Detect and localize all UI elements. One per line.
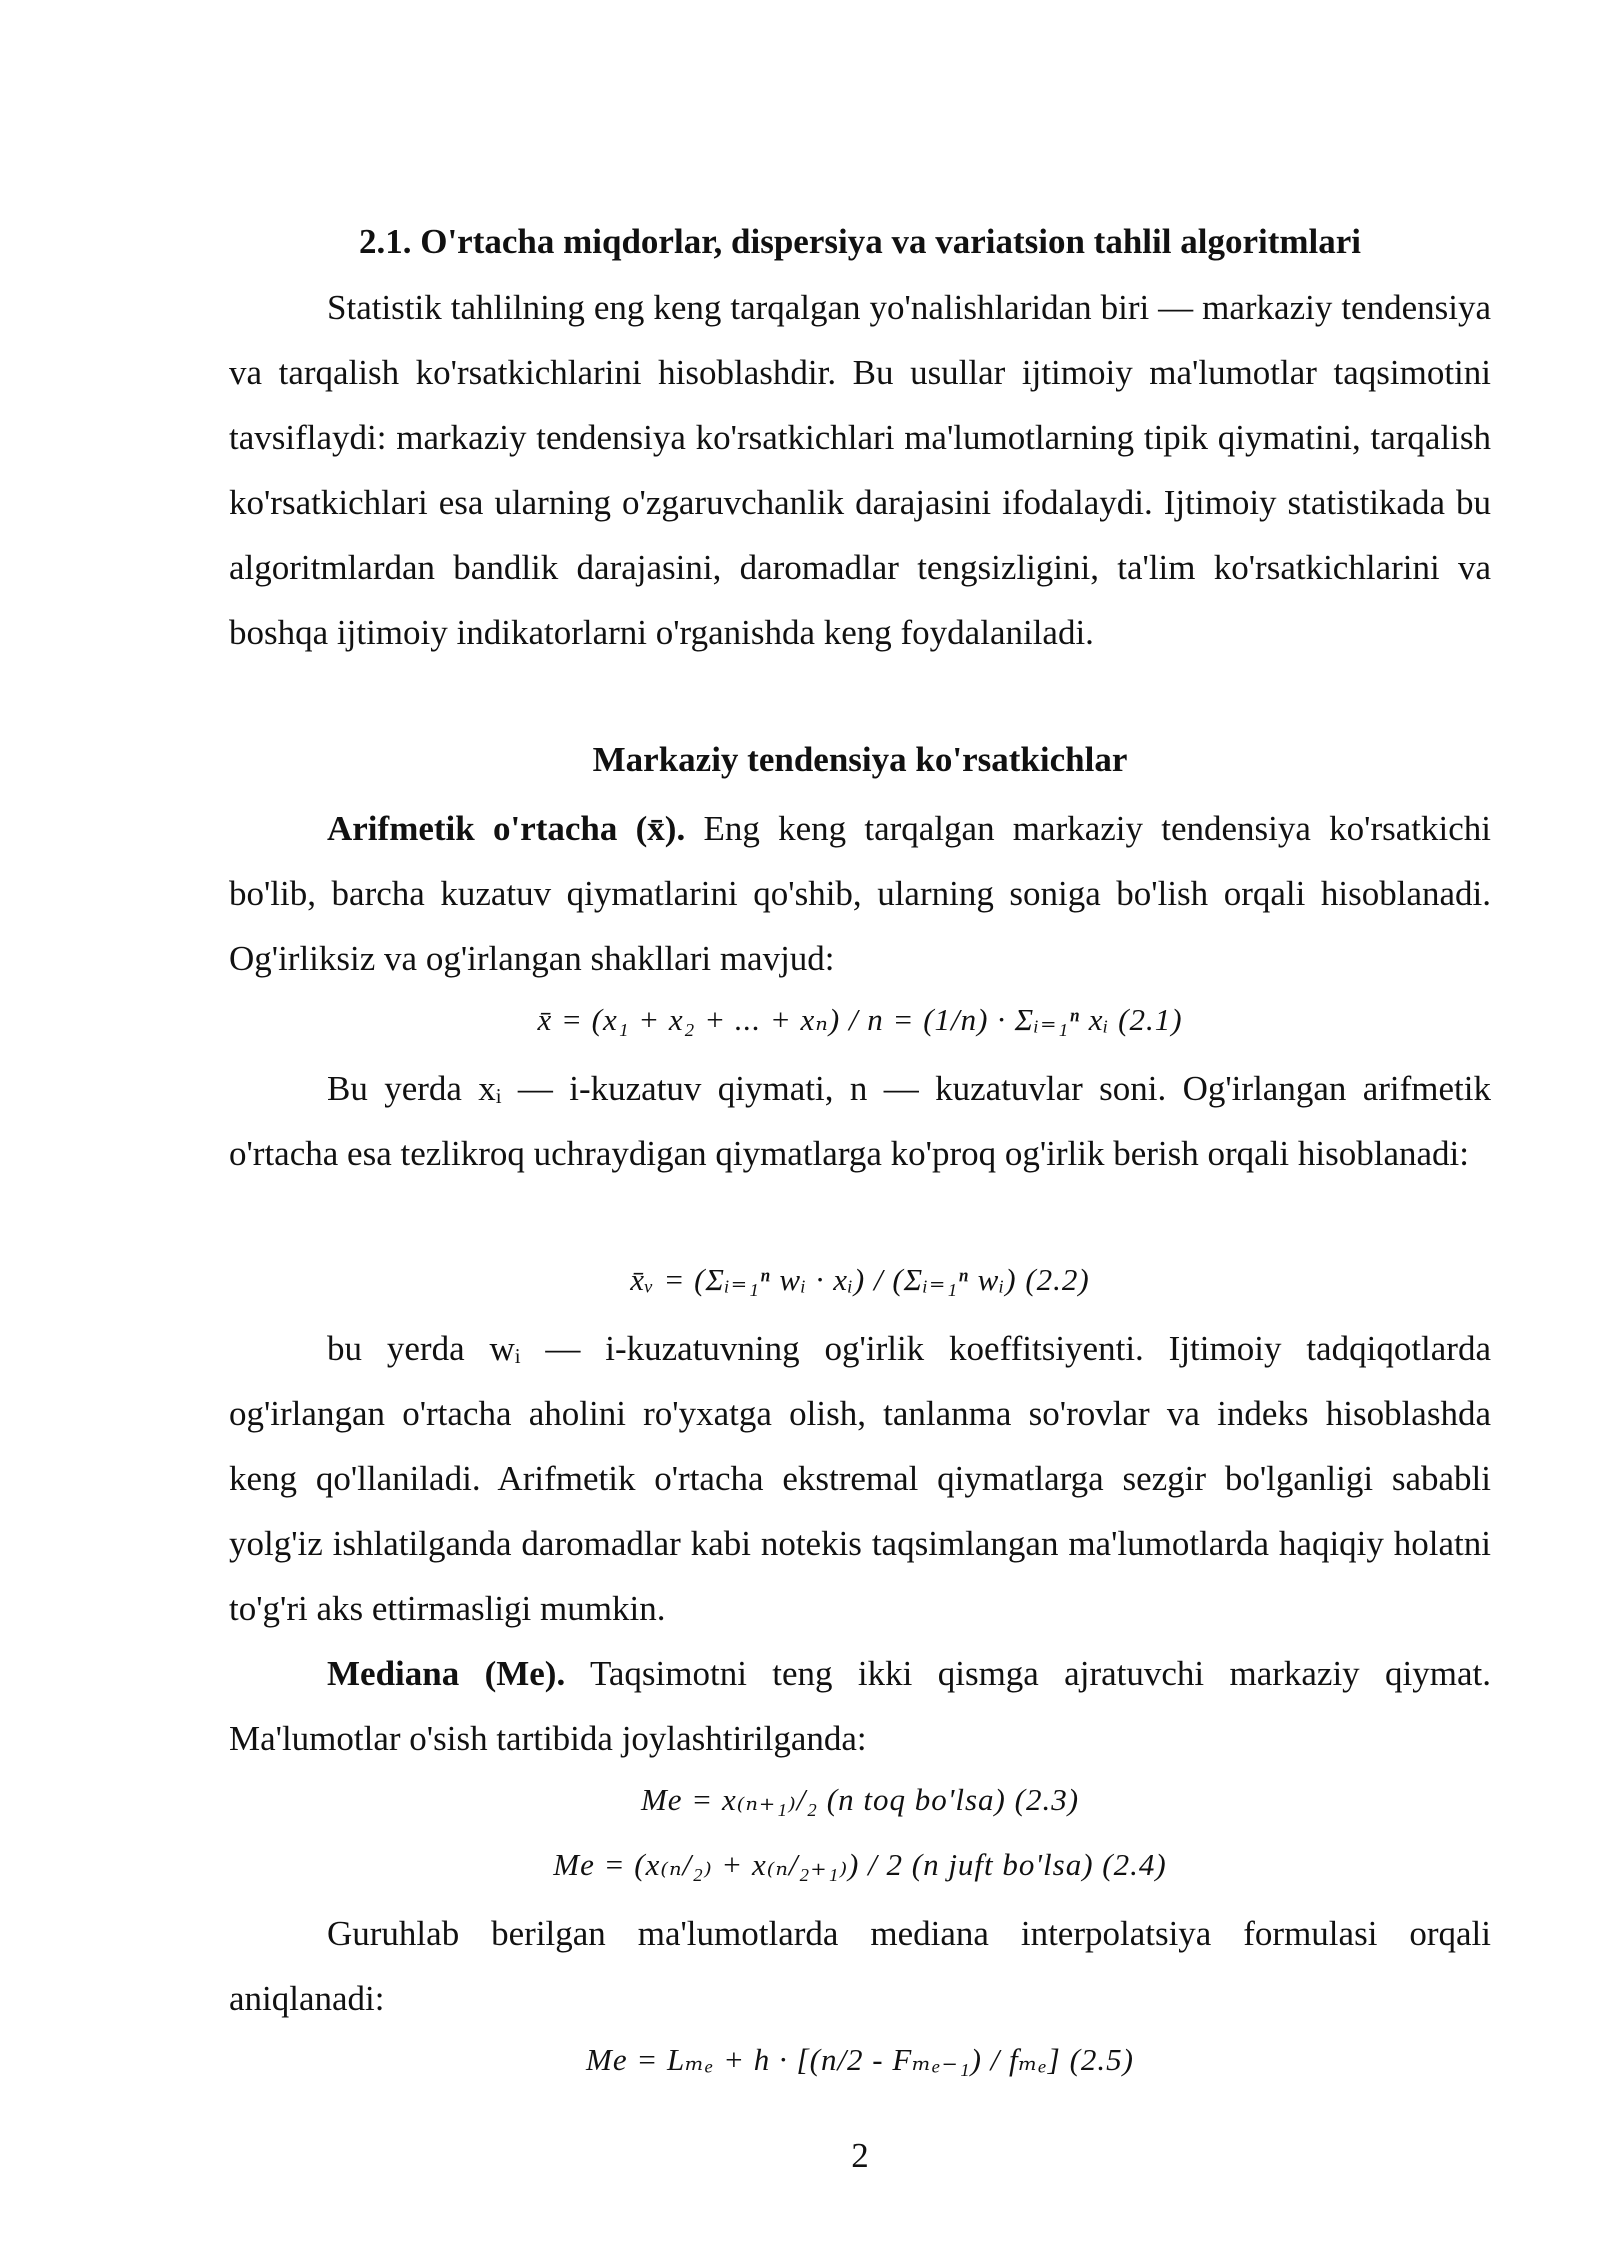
median-paragraph xyxy=(229,1641,1491,1771)
formula-2-1: x̄ = (x₁ + x₂ + ... + xₙ) / n = (1/n) · Σᵢ₌₁ⁿ xᵢ (2.1) xyxy=(537,1002,1183,1037)
section-title: 2.1. O'rtacha miqdorlar, dispersiya va variatsion tahlil algoritmlari xyxy=(358,222,1361,261)
median-text: Taqsimotni teng ikki qismga ajratuvchi markaziy qiymat. Ma'lumotlar o'sish tartibida joylashtirilganda: xyxy=(229,1654,1491,1758)
median-term: Mediana (Me). xyxy=(327,1654,566,1693)
formula-2-2: x̄ᵥ = (Σᵢ₌₁ⁿ wᵢ · xᵢ) / (Σᵢ₌₁ⁿ wᵢ) (2.2) xyxy=(630,1262,1090,1297)
arithmetic-term: Arifmetik o'rtacha (x̄). xyxy=(327,809,686,848)
grouped-paragraph: Guruhlab berilgan ma'lumotlarda mediana interpolatsiya formulasi orqali aniqlanadi: xyxy=(229,1914,1491,2018)
paragraph-after-2-1: Bu yerda xᵢ — i-kuzatuv qiymati, n — kuzatuvlar soni. Og'irlangan arifmetik o'rtacha esa tezlikroq uchraydigan qiymatlarga ko'proq og'irlik berish orqali hisoblanadi: xyxy=(229,1069,1491,1173)
document-page xyxy=(229,0,1491,2262)
arithmetic-paragraph xyxy=(229,796,1491,991)
formula-2-5: Me = Lₘₑ + h · [(n/2 - Fₘₑ₋₁) / fₘₑ] (2.5) xyxy=(586,2042,1134,2077)
formula-2-3: Me = x₍ₙ₊₁₎/₂ (n toq bo'lsa) (2.3) xyxy=(640,1782,1080,1817)
formula-2-4: Me = (x₍ₙ/₂₎ + x₍ₙ/₂₊₁₎) / 2 (n juft bo'lsa) (2.4) xyxy=(553,1847,1167,1882)
paragraph-after-2-2: bu yerda wᵢ — i-kuzatuvning og'irlik koeffitsiyenti. Ijtimoiy tadqiqotlarda og'irlangan o'rtacha aholini ro'yxatga olish, tanlanma so'rovlar va indeks hisoblashda keng qo'llaniladi. Arifmetik o'rtacha ekstremal qiymatlarga sezgir bo'lganligi sababli yolg'iz ishlatilganda daromadlar kabi notekis taqsimlangan ma'lumotlarda haqiqiy holatni to'g'ri aks ettirmasligi mumkin. xyxy=(229,1329,1491,1628)
intro-paragraph: Statistik tahlilning eng keng tarqalgan yo'nalishlaridan biri — markaziy tendensiya va tarqalish ko'rsatkichlarini hisoblashdir. Bu usullar ijtimoiy ma'lumotlar taqsimotini tavsiflaydi: markaziy tendensiya ko'rsatkichlari ma'lumotlarning tipik qiymatini, tarqalish ko'rsatkichlari esa ularning o'zgaruvchanlik darajasini ifodalaydi. Ijtimoiy statistikada bu algoritmlardan bandlik darajasini, daromadlar tengsizligini, ta'lim ko'rsatkichlarini va boshqa ijtimoiy indikatorlarni o'rganishda keng foydalaniladi. xyxy=(229,288,1491,652)
arithmetic-text: Eng keng tarqalgan markaziy tendensiya ko'rsatkichi bo'lib, barcha kuzatuv qiymatlarini qo'shib, ularning soniga bo'lish orqali hisoblanadi. Og'irliksiz va og'irlangan shakllari mavjud: xyxy=(229,809,1492,978)
subheading: Markaziy tendensiya ko'rsatkichlar xyxy=(592,740,1128,779)
page-number: 2 xyxy=(851,2136,869,2175)
